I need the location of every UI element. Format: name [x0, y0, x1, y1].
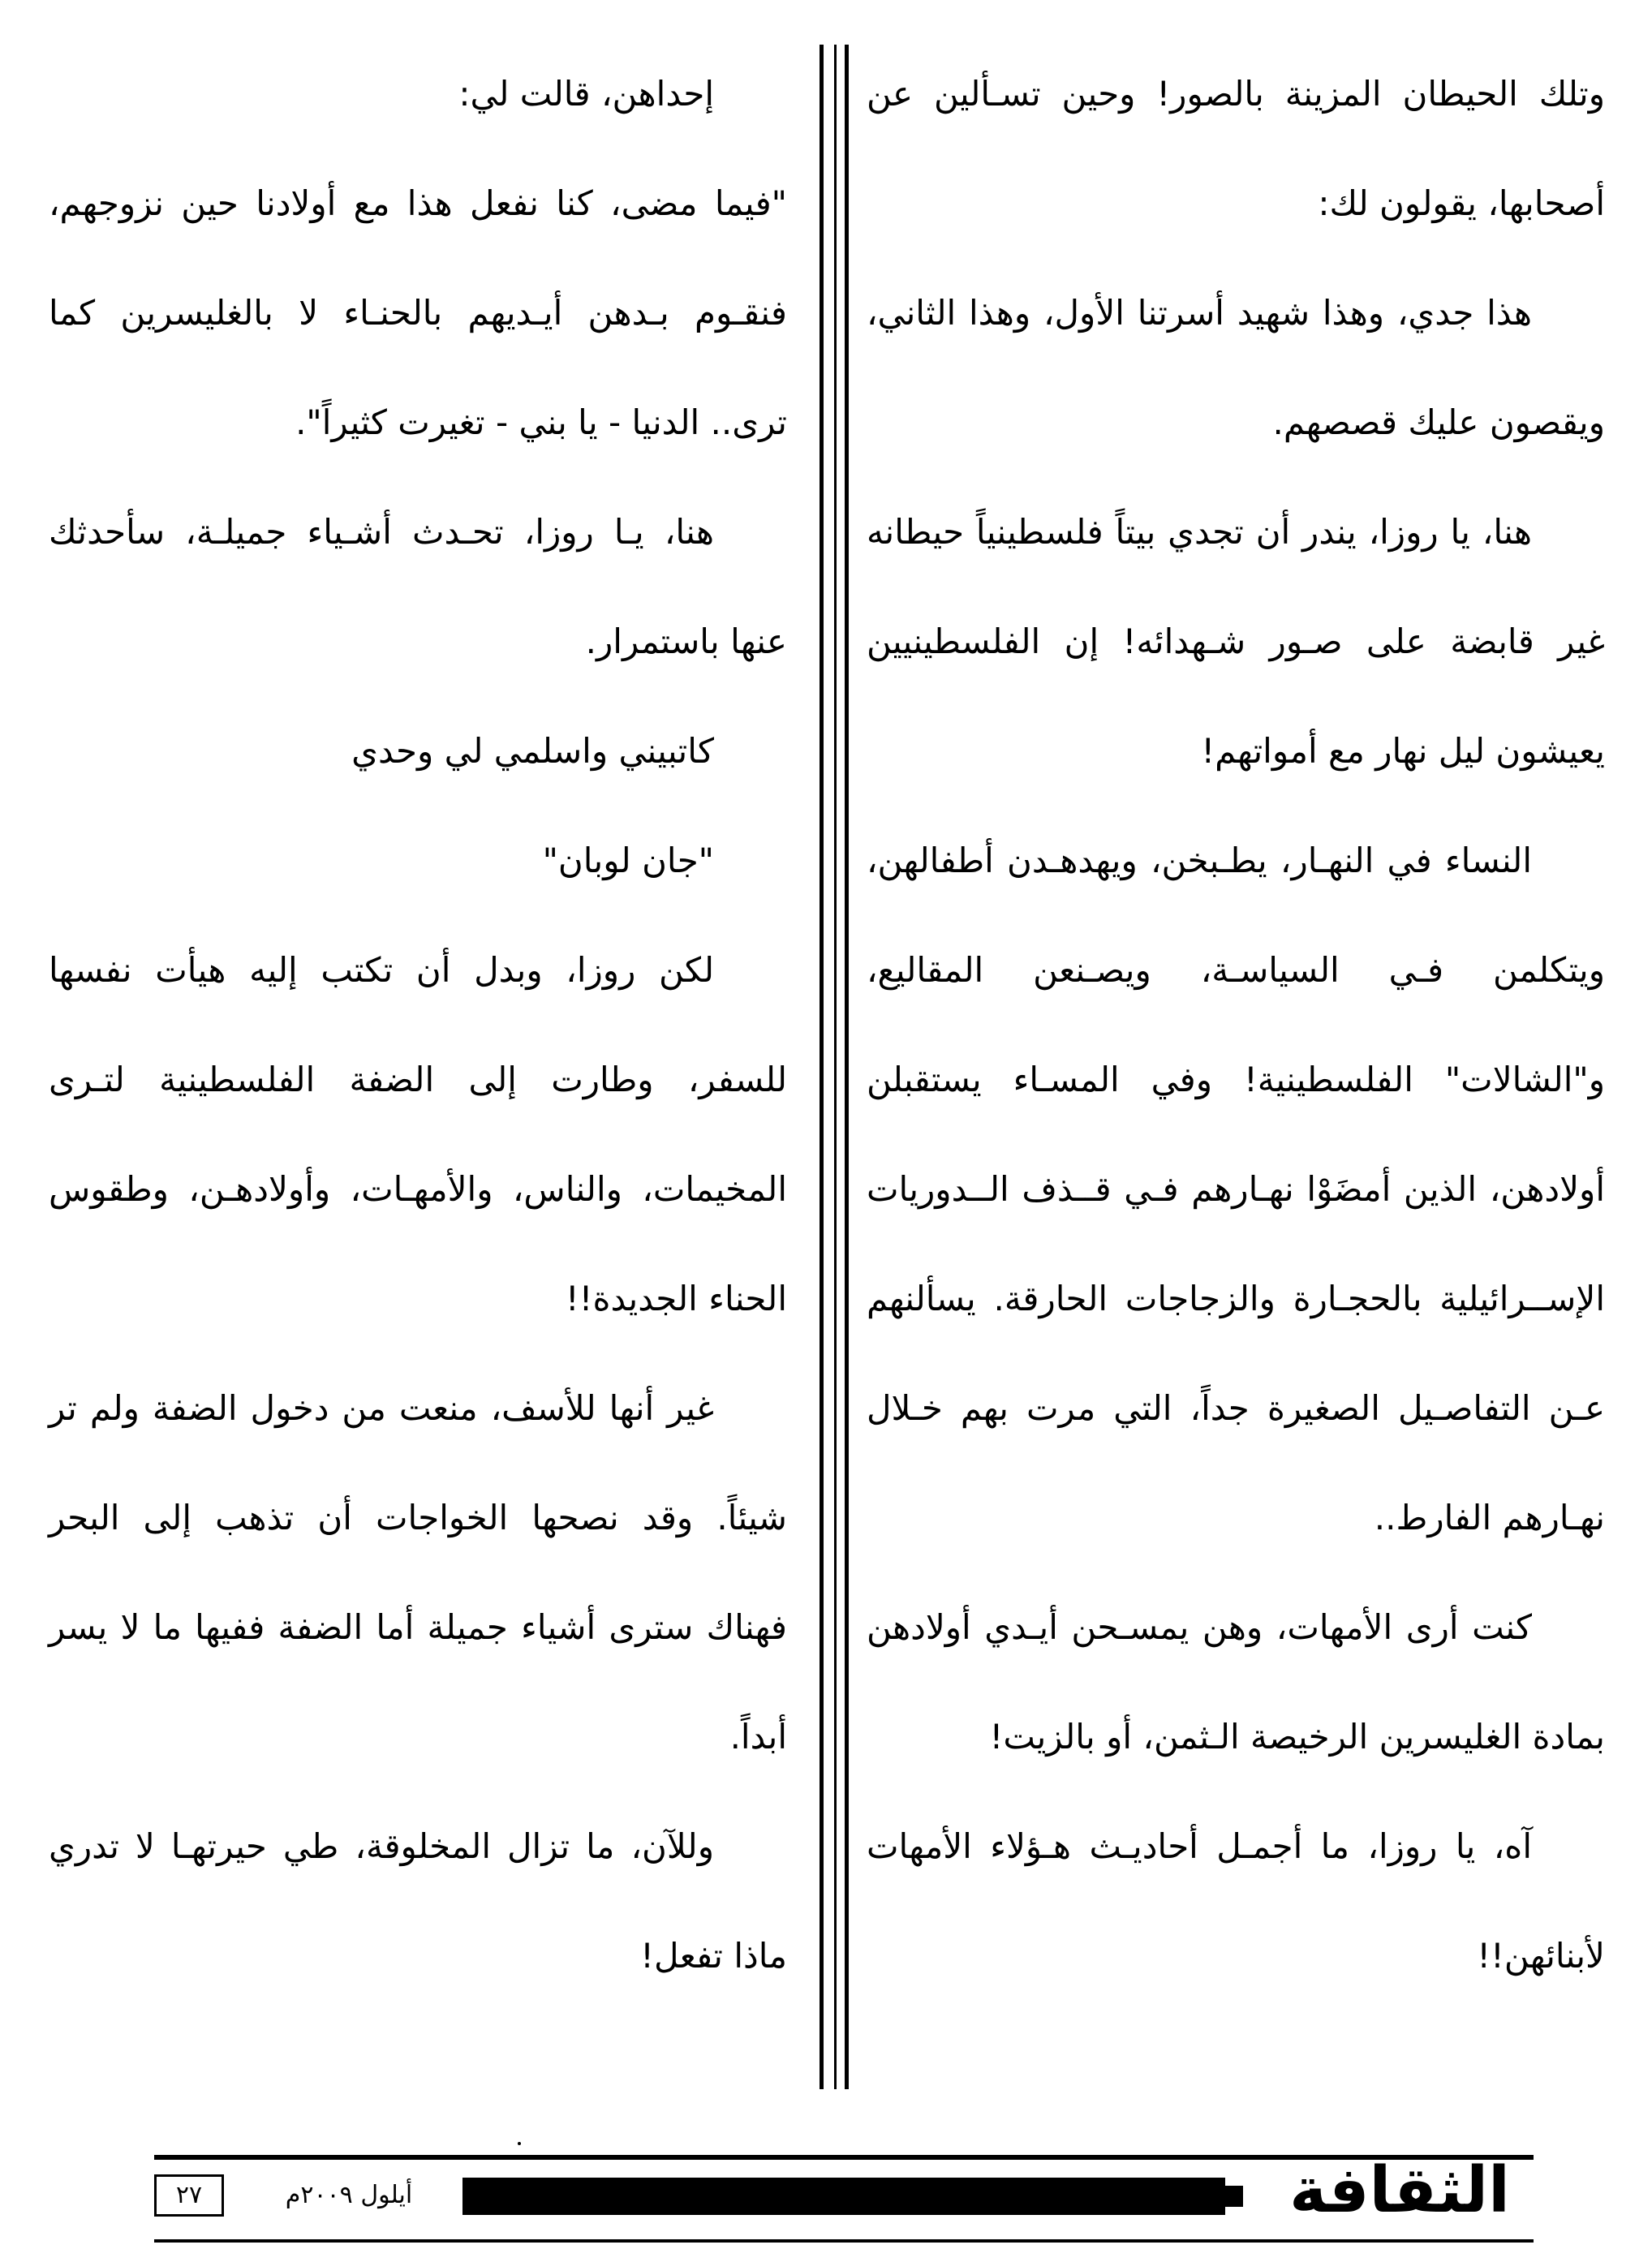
page-number: ٢٧ — [154, 2174, 224, 2217]
paragraph: غير أنها للأسف، منعت من دخول الضفة ولم تر شيئاً. وقد نصحها الخواجات أن تذهب إلى البحر فهناك سترى أشياء جميلة أما الضفة ففيها ما لا يسر أبداً. — [49, 1388, 787, 1757]
column-divider — [820, 45, 849, 2089]
paragraph: وللآن، ما تزال المخلوقة، طي حيرتهـا لا تدري ماذا تفعل! — [49, 1826, 787, 1976]
magazine-logo: الثقافة — [1289, 2154, 1510, 2227]
footer-stripe — [1225, 2186, 1243, 2207]
paragraph: هذا جدي، وهذا شهيد أسرتنا الأول، وهذا الثاني، ويقصون عليك قصصهم. — [867, 293, 1605, 442]
ink-dot — [518, 2142, 521, 2145]
paragraph: لكن روزا، وبدل أن تكتب إليه هيأت نفسها للسفر، وطارت إلى الضفة الفلسطينية لتـرى المخيمات، والناس، والأمهـات، وأولادهـن، وطقوس الحناء الجديدة!! — [49, 950, 787, 1318]
paragraph: إحداهن، قالت لي: — [458, 74, 714, 114]
footer-rule-bottom — [154, 2239, 1534, 2243]
paragraph: آه، يا روزا، ما أجمـل أحاديـث هـؤلاء الأمهات لأبنائهن!! — [867, 1826, 1605, 1976]
paragraph: "جان لوبان" — [542, 841, 714, 880]
paragraph: وتلك الحيطان المزينة بالصور! وحين تسـألين عن أصحابها، يقولون لك: — [867, 74, 1605, 223]
paragraph: "فيما مضى، كنا نفعل هذا مع أولادنا حين نزوجهم، فنقـوم بـدهن أيـديهم بالحنـاء لا بالغليسرين كما ترى.. الدنيا - يا بني - تغيرت كثيراً". — [49, 183, 787, 442]
paragraph: هنا، يـا روزا، تحـدث أشـياء جميلـة، سأحدثك عنها باستمرار. — [49, 512, 787, 661]
paragraph: هنا، يا روزا، يندر أن تجدي بيتاً فلسطينياً حيطانه غير قابضة على صـور شـهدائه! إن الفلسطينيين يعيشون ليل نهار مع أمواتهم! — [867, 512, 1605, 771]
paragraph: كنت أرى الأمهات، وهن يمسـحن أيـدي أولادهن بمادة الغليسرين الرخيصة الـثمن، أو بالزيت! — [867, 1607, 1605, 1757]
right-text-column — [867, 39, 1605, 2010]
issue-date: أيلول ٢٠٠٩م — [285, 2181, 413, 2209]
paragraph: النساء في النهـار، يطـبخن، ويهدهـدن أطفالهن، ويتكلمن فـي السياسـة، ويصـنعن المقاليع، و"الشالات" الفلسطينية! وفي المسـاء يستقبلن أولادهن، الذين أمضَوْا نهـارهم فـي قــذف الــدوريات الإســرائيلية بالحجـارة والزجاجات الحارقة. يسألنهم عـن التفاصـيل الصغيرة جداً، التي مرت بهم خـلال نهـارهم الفارط.. — [867, 841, 1605, 1537]
left-text-column — [49, 39, 787, 2010]
paragraph: كاتبيني واسلمي لي وحدي — [351, 731, 714, 771]
footer-bar — [462, 2178, 1225, 2215]
